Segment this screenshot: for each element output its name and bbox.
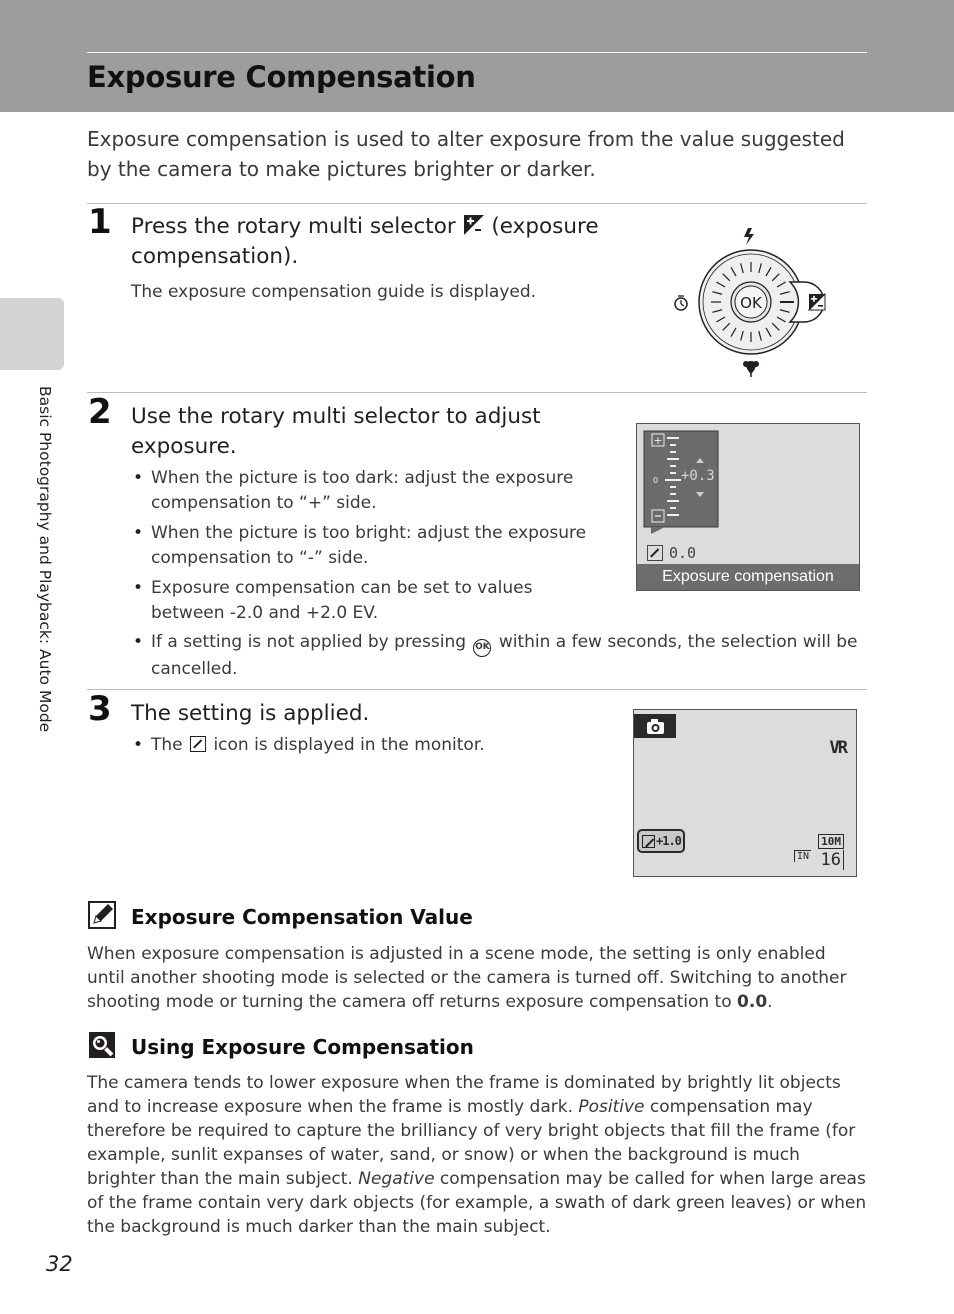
internal-memory-indicator: IN xyxy=(794,850,811,862)
chapter-label: Basic Photography and Playback: Auto Mode xyxy=(36,386,54,733)
list-item: • When the picture is too bright: adjust the exposure compensation to “-” side. xyxy=(131,521,611,571)
guide-value: +0.3 xyxy=(681,468,715,484)
step-3-title: The setting is applied. xyxy=(131,701,370,726)
note-pencil-icon xyxy=(88,901,116,929)
flash-mode-icon xyxy=(744,228,754,245)
step-1-title-after: (exposure compensation). xyxy=(131,214,599,269)
svg-text:0: 0 xyxy=(653,476,659,485)
step-3-bullets xyxy=(131,733,611,763)
step-1-number: 1 xyxy=(88,202,112,242)
note-2-body xyxy=(87,1071,867,1239)
image-size-indicator: 10M xyxy=(818,834,844,849)
screen-caption: Exposure compensation xyxy=(637,564,859,590)
exposure-value: +1.0 xyxy=(656,834,681,848)
exposure-guide-screen xyxy=(636,423,860,591)
note-2-title: Using Exposure Compensation xyxy=(131,1035,474,1059)
step-2-bullets-wide xyxy=(131,630,861,687)
page-number: 32 xyxy=(46,1252,73,1276)
note-1-text: When exposure compensation is adjusted in a scene mode, the setting is only enabled until another shooting mode is selected or the camera is turned off. Switching to another shooting mode or turning the camera off returns exposure compensation to xyxy=(87,944,847,1012)
divider xyxy=(87,203,867,204)
divider xyxy=(87,392,867,393)
note-2-italic: Positive xyxy=(578,1097,645,1117)
step-2-number: 2 xyxy=(88,392,112,432)
exposure-compensation-icon xyxy=(463,214,485,236)
macro-mode-icon xyxy=(743,361,759,377)
chapter-tab xyxy=(0,298,64,370)
exposure-compensation-icon xyxy=(642,835,655,848)
list-item xyxy=(131,733,611,758)
note-1-title: Exposure Compensation Value xyxy=(131,905,473,929)
bullet-text: within a few seconds, the selection will be cancelled. xyxy=(151,632,858,679)
note-2-text: compensation may therefore be required to capture the brilliancy of very bright objects that fill the frame (for example, sunlit expanses of water, sand, or snow) or when the background is much brighter than the main subject. xyxy=(87,1097,856,1189)
step-2-bullets xyxy=(131,466,611,631)
camera-icon xyxy=(634,714,676,738)
step-3-number: 3 xyxy=(88,689,112,729)
page-title: Exposure Compensation xyxy=(87,60,476,94)
step-1-note: The exposure compensation guide is displayed. xyxy=(131,282,537,302)
step-1-title xyxy=(131,212,611,272)
note-magnifier-icon xyxy=(88,1031,116,1059)
note-2-text: compensation may be called for when large areas of the frame contain very dark objects (for example, a swath of dark green leaves) or when the background is much darker than the main subject. xyxy=(87,1169,867,1237)
note-1-body xyxy=(87,942,867,1014)
exposure-compensation-icon xyxy=(809,294,825,310)
list-item: • When the picture is too dark: adjust the exposure compensation to “+” side. xyxy=(131,466,611,516)
svg-text:+: + xyxy=(653,434,663,447)
intro-text: Exposure compensation is used to alter exposure from the value suggested by the camera to make pictures brighter or darker. xyxy=(87,127,845,181)
header-band xyxy=(0,0,954,112)
vr-indicator: VR xyxy=(829,738,846,758)
ok-button-icon: OK xyxy=(473,639,491,657)
divider xyxy=(87,689,867,690)
note-1-bold-value: 0.0 xyxy=(737,992,768,1012)
shooting-mode-badge xyxy=(634,714,676,738)
bullet-text: icon is displayed in the monitor. xyxy=(213,735,485,755)
ok-button[interactable]: OK xyxy=(740,294,762,312)
exposure-compensation-icon xyxy=(647,545,663,561)
monitor-screen xyxy=(633,709,857,877)
bullet-text: If a setting is not applied by pressing xyxy=(151,632,467,652)
list-item: • Exposure compensation can be set to values between -2.0 and +2.0 EV. xyxy=(131,576,611,626)
exposure-compensation-indicator xyxy=(637,829,685,853)
exposures-remaining: 16 xyxy=(821,850,844,870)
self-timer-icon xyxy=(675,296,687,310)
list-item xyxy=(131,630,861,682)
step-1-title-before: Press the rotary multi selector xyxy=(131,214,456,239)
rotary-multi-selector-diagram xyxy=(664,224,844,384)
bullet-text: The xyxy=(151,735,183,755)
note-2-italic: Negative xyxy=(358,1169,435,1189)
current-exposure-readout xyxy=(645,544,696,562)
note-2-text: The camera tends to lower exposure when the frame is dominated by brightly lit objects and to increase exposure when the frame is mostly dark. xyxy=(87,1073,841,1117)
exposure-compensation-icon xyxy=(190,736,206,752)
note-1-text-end: . xyxy=(767,992,773,1012)
current-exposure-value: 0.0 xyxy=(669,544,697,562)
header-rule xyxy=(87,52,867,53)
step-2-title: Use the rotary multi selector to adjust exposure. xyxy=(131,404,541,459)
